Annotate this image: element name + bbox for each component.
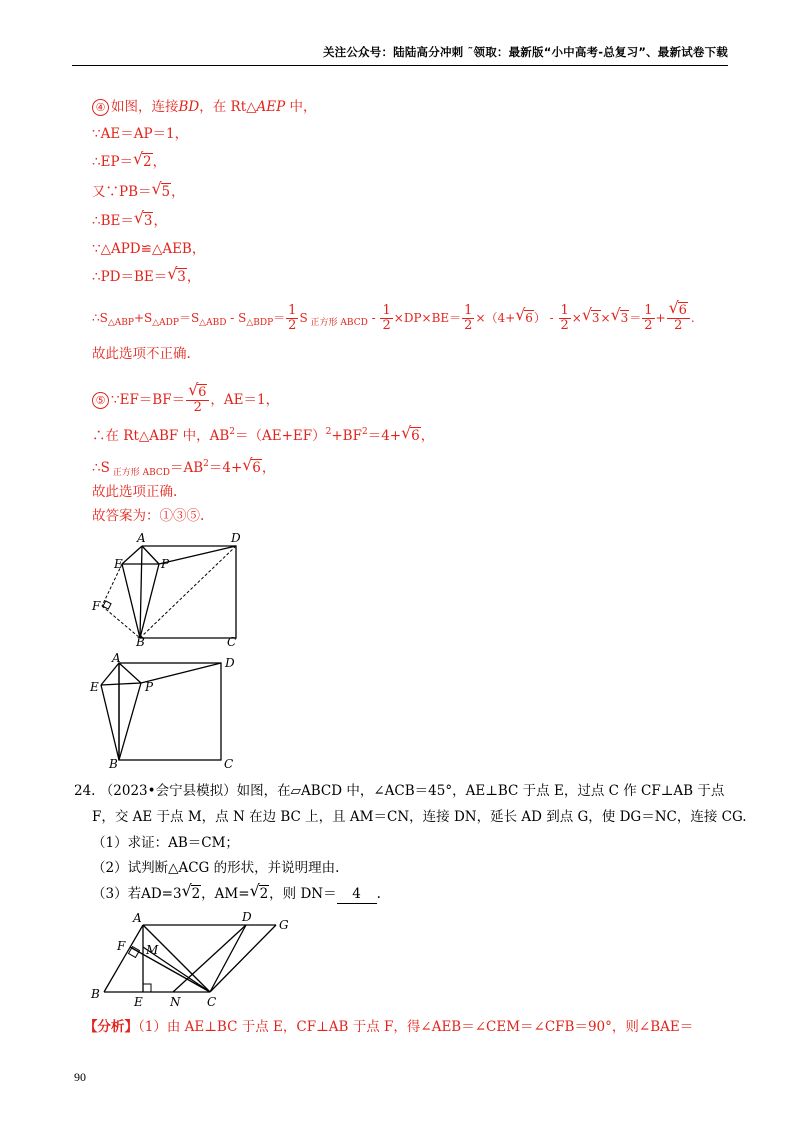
label-b: B (109, 757, 118, 770)
label-c: C (227, 635, 237, 648)
circled-number-5: ⑤ (92, 392, 109, 409)
text: ，AE＝1， (210, 392, 280, 408)
segment-ab (104, 925, 143, 992)
figure-3 (86, 910, 306, 1010)
text: + (655, 311, 666, 325)
label-c: C (207, 995, 217, 1009)
denominator: 2 (560, 318, 569, 333)
text: AD=3 (141, 886, 182, 902)
radicand: 2 (191, 886, 201, 902)
label-f: F (92, 599, 101, 613)
text: ＝AB (169, 460, 204, 476)
text: ， (261, 460, 276, 476)
text: ， (171, 184, 185, 200)
numerator: 1 (644, 303, 653, 318)
sqrt (611, 309, 630, 327)
text: （2023•会宁县模拟）如图，在▱ABCD 中，∠ACB＝45°，AE⊥BC 于点 E，过点 C 作 CF⊥AB 于点 (99, 783, 725, 799)
text: ∴PD＝BE＝ (92, 269, 168, 285)
segment-ab (140, 546, 142, 638)
text: ， (186, 269, 201, 285)
question-part-3 (92, 885, 381, 904)
segment-ep (101, 683, 141, 685)
numerator (186, 386, 209, 401)
label-m: M (146, 943, 159, 957)
text: ＝（AE+EF） (235, 428, 326, 444)
header-rule (72, 65, 728, 66)
text: +S (133, 311, 153, 325)
text: ＝S (178, 311, 200, 325)
figure-2 (85, 650, 245, 770)
sqrt (167, 268, 187, 286)
right-angle-mark-e (143, 984, 151, 992)
radicand: 3 (620, 311, 629, 325)
label-g: G (279, 918, 289, 932)
subscript: 正方形 ABCD (307, 318, 368, 328)
subscript: △ADP (152, 318, 179, 328)
superscript: 2 (203, 459, 209, 469)
fraction (559, 304, 571, 333)
numerator (667, 304, 690, 319)
text: . (200, 508, 205, 524)
solution-line-4 (92, 183, 185, 201)
sqrt (582, 309, 601, 327)
radicand: 6 (411, 428, 420, 444)
solution-line-1 (92, 98, 317, 116)
sqrt (669, 304, 688, 318)
page-header: 关注公众号：陆陆高分冲刺 ˜领取：最新版“小中高考-总复习”、最新试卷下载 (322, 45, 728, 59)
text: ∵EF＝BF＝ (111, 392, 186, 408)
radicand: 3 (143, 213, 153, 229)
text: ＝4+ (367, 428, 402, 444)
text: （3）若 (92, 886, 142, 902)
fraction (286, 304, 298, 333)
radicand: 6 (198, 385, 207, 400)
label-b: B (91, 987, 100, 1001)
text: ， (420, 428, 435, 444)
segment-cg (210, 925, 276, 992)
question-stem-2: F，交 AE 于点 M，点 N 在边 BC 上，且 AM＝CN，连接 DN，延长 AD 到点 G，使 DG＝NC，连接 CG. (92, 809, 747, 825)
fraction (186, 386, 209, 415)
question-stem-1 (74, 782, 724, 800)
answer-blank: 4 (337, 885, 377, 904)
text: BD (178, 99, 200, 115)
text: ，在 Rt△ (199, 99, 257, 115)
denominator: 2 (674, 318, 683, 333)
denominator: 2 (644, 318, 653, 333)
text: ∴S (92, 460, 110, 476)
radicand: 2 (143, 154, 152, 170)
segment-nd (173, 925, 246, 992)
text: ） ‐ (533, 311, 558, 325)
text: ， (152, 154, 167, 170)
text: × (571, 311, 582, 325)
text: ，则 DN＝ (269, 886, 337, 902)
solution-line-10 (92, 386, 279, 415)
analysis-text: （1）由 AE⊥BC 于点 E，CF⊥AB 于点 F，得∠AEB＝∠CEM＝∠CFB＝90°，则∠BAE＝ (138, 1019, 694, 1035)
segment-ae (122, 546, 142, 564)
sqrt (401, 427, 421, 445)
solution-line-9: 故此选项不正确. (92, 346, 191, 362)
page-number: 90 (74, 1070, 86, 1084)
label-b: B (136, 635, 145, 648)
denominator: 2 (193, 400, 202, 415)
segment-pb (119, 683, 141, 760)
text: . (376, 886, 381, 902)
segment-ap (142, 546, 159, 564)
subscript: △ABD (199, 318, 227, 328)
text: × (600, 311, 611, 325)
fraction (380, 304, 392, 333)
numerator: 1 (464, 303, 473, 318)
solution-line-5 (92, 212, 167, 230)
subscript: 正方形 ABCD (109, 468, 170, 478)
label-a: A (112, 651, 121, 665)
superscript: 2 (361, 427, 368, 437)
text: +BF (331, 428, 362, 444)
superscript: 2 (229, 427, 235, 437)
label-d: D (231, 531, 241, 545)
label-e: E (90, 680, 99, 694)
label-d: D (242, 910, 252, 924)
text: AEP (256, 99, 286, 115)
label-a: A (137, 531, 146, 545)
radicand: 3 (591, 311, 600, 325)
label-c: C (224, 757, 234, 770)
text: ∴S (92, 311, 108, 325)
text: ×DP×BE＝ (393, 311, 462, 325)
sqrt (152, 183, 172, 201)
text: 如图，连接 (111, 99, 179, 115)
solution-line-11 (92, 423, 434, 445)
final-answer: ①③⑤ (159, 508, 200, 524)
solution-line-3 (92, 153, 166, 171)
solution-line-7 (92, 268, 200, 286)
fraction (462, 304, 474, 333)
segment-pb (140, 564, 159, 638)
sqrt (242, 459, 262, 477)
fraction (667, 304, 690, 333)
text: 又∵PB＝ (92, 184, 152, 200)
subscript: △BDP (246, 318, 274, 328)
text: ∴BE＝ (92, 213, 134, 229)
text: ， (201, 886, 215, 902)
segment-ap (119, 663, 141, 683)
text: ×（4+ (475, 311, 516, 325)
denominator: 2 (464, 318, 473, 333)
sqrt (250, 885, 270, 903)
denominator: 2 (382, 318, 391, 333)
numerator: 1 (560, 303, 569, 318)
text: S (299, 311, 308, 325)
label-e: E (114, 557, 123, 571)
segment-dc (210, 925, 246, 992)
radicand: 2 (259, 886, 269, 902)
text: AM= (214, 886, 250, 902)
label-f: F (117, 939, 126, 953)
solution-line-13: 故此选项正确. (92, 484, 178, 500)
segment-ac (143, 925, 210, 992)
radicand: 6 (678, 303, 687, 318)
analysis-tag: 【分析】 (84, 1019, 138, 1035)
sqrt (515, 309, 534, 327)
radicand: 5 (161, 184, 171, 200)
denominator: 2 (288, 318, 297, 333)
solution-line-2: ∵AE＝AP＝1， (92, 126, 189, 142)
question-number: 24. (74, 783, 96, 799)
sqrt (182, 885, 202, 903)
numerator: 1 (288, 303, 297, 318)
sqrt (134, 212, 154, 230)
solution-line-6: ∵△APD≌△AEB， (92, 241, 206, 257)
label-n: N (170, 995, 181, 1009)
text: ＝ (629, 311, 642, 325)
radicand: 6 (525, 311, 533, 325)
text: ∴EP＝ (92, 154, 134, 170)
subscript: △ABP (107, 318, 134, 328)
radicand: 3 (177, 269, 186, 285)
numerator: 1 (382, 303, 391, 318)
label-p: P (145, 680, 154, 694)
label-d: D (225, 656, 235, 670)
text: ‐ (367, 311, 380, 325)
solution-line-12 (92, 455, 275, 482)
question-part-2: （2）试判断△ACG 的形状，并说明理由. (92, 860, 340, 876)
label-e: E (134, 995, 143, 1009)
figure-1 (85, 528, 245, 648)
text: ， (153, 213, 167, 229)
radicand: 6 (252, 460, 261, 476)
segment-ae (101, 663, 119, 685)
segment-eb (122, 564, 140, 638)
text: . (690, 311, 695, 325)
fraction (642, 304, 654, 333)
text: ‐ S (226, 311, 247, 325)
segment-eb (101, 685, 119, 760)
text: ＝4+ (208, 460, 243, 476)
text: ∴在 Rt△ABF 中，AB (92, 428, 230, 444)
segment-pd (159, 546, 236, 564)
text: 中， (285, 99, 317, 115)
solution-line-8 (92, 304, 695, 333)
superscript: 2 (325, 427, 332, 437)
segment-fb-dashed (102, 606, 140, 638)
sqrt (133, 153, 153, 171)
analysis-line (84, 1018, 693, 1036)
sqrt (188, 386, 207, 400)
circled-number-4: ④ (92, 99, 109, 116)
label-p: P (161, 557, 170, 571)
text: 故答案为： (92, 508, 160, 524)
solution-line-14 (92, 507, 204, 525)
question-part-1: （1）求证：AB＝CM； (92, 835, 239, 851)
text: ＝ (273, 311, 286, 325)
label-a: A (133, 911, 142, 925)
